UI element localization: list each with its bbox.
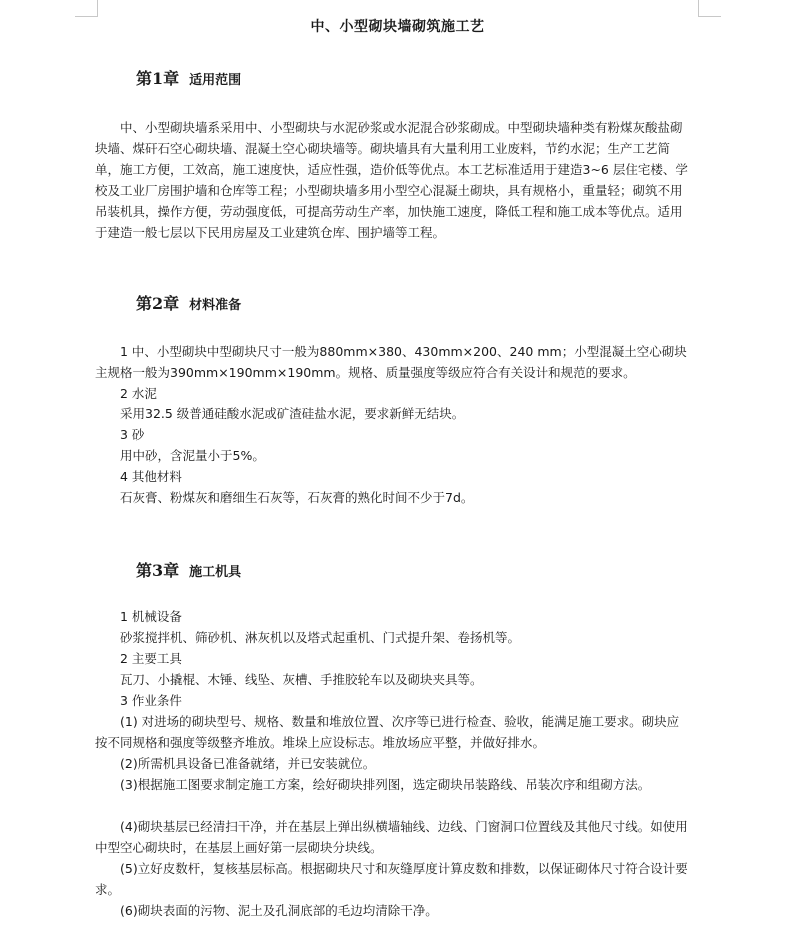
- chapter-3-item-7: (2)所需机具设备已准备就绪，并已安装就位。: [120, 756, 376, 771]
- chapter-2-item-7: 石灰膏、粉煤灰和磨细生石灰等，石灰膏的熟化时间不少于7d。: [120, 490, 474, 505]
- chapter-2-item-6: 4 其他材料: [120, 469, 182, 484]
- chapter-2-heading: [136, 291, 241, 314]
- chapter-3-item-5: 3 作业条件: [120, 693, 182, 708]
- chapter-1-number: 第1章: [136, 69, 180, 88]
- chapter-2-item-4: 3 砂: [120, 427, 145, 442]
- chapter-3-name: 施工机具: [189, 565, 242, 580]
- chapter-3-item-9: (4)砌块基层已经清扫干净，并在基层上弹出纵横墙轴线、边线、门窗洞口位置线及其他尺寸线。如使用中型空心砌块时，在基层上画好第一层砌块分块线。: [95, 819, 688, 855]
- chapter-1-heading: [136, 66, 241, 89]
- chapter-2-item-1: 1 中、小型砌块中型砌块尺寸一般为880mm×380、430mm×200、240 mm；小型混凝土空心砌块主规格一般为390mm×190mm×190mm。规格、质量强度等级应符合有关设计和规范的要求。: [95, 344, 687, 380]
- chapter-3-item-4: 瓦刀、小撬棍、木锤、线坠、灰槽、手推胶轮车以及砌块夹具等。: [120, 672, 483, 687]
- document-title: 中、小型砌块墙砌筑施工艺: [310, 19, 485, 35]
- chapter-3-item-3: 2 主要工具: [120, 651, 182, 666]
- chapter-2-item-5: 用中砂，含泥量小于5%。: [120, 448, 265, 463]
- page-corner-mark-right: [698, 0, 721, 17]
- page-corner-mark-left: [75, 0, 98, 17]
- chapter-3-item-2: 砂浆搅拌机、筛砂机、淋灰机以及塔式起重机、门式提升架、卷扬机等。: [120, 630, 521, 645]
- chapter-3-item-11: (6)砌块表面的污物、泥土及孔洞底部的毛边均清除干净。: [120, 903, 438, 918]
- chapter-2-item-3: 采用32.5 级普通硅酸水泥或矿渣硅盐水泥，要求新鲜无结块。: [120, 406, 465, 421]
- chapter-2-item-2: 2 水泥: [120, 386, 157, 401]
- chapter-3-item-10: (5)立好皮数杆，复核基层标高。根据砌块尺寸和灰缝厚度计算皮数和排数，以保证砌体尺寸符合设计要求。: [95, 861, 688, 897]
- chapter-3-item-8: (3)根据施工图要求制定施工方案，绘好砌块排列图，选定砌块吊装路线、吊装次序和组砌方法。: [120, 777, 651, 792]
- chapter-1-name: 适用范围: [189, 73, 242, 88]
- chapter-3-heading: [136, 558, 241, 581]
- chapter-3-item-6: (1) 对进场的砌块型号、规格、数量和堆放位置、次序等已进行检查、验收，能满足施工要求。砌块应按不同规格和强度等级整齐堆放。堆垛上应设标志。堆放场应平整，并做好排水。: [95, 714, 680, 750]
- chapter-1-paragraph: 中、小型砌块墙系采用中、小型砌块与水泥砂浆或水泥混合砂浆砌成。中型砌块墙种类有粉煤灰酸盐砌块墙、煤矸石空心砌块墙、混凝土空心砌块墙等。砌块墙具有大量利用工业废料，节约水泥；生产工艺简单，施工方便，工效高，施工速度快，适应性强，造价低等优点。本工艺标准适用于建造3~6 层住宅楼、学校及工业厂房围护墙和仓库等工程；小型砌块墙多用小型空心混凝土砌块，具有规格小，重量轻；砌筑不用吊装机具，操作方便，劳动强度低，可提高劳动生产率，加快施工速度，降低工程和施工成本等优点。适用于建造一般七层以下民用房屋及工业建筑仓库、围护墙等工程。: [95, 120, 688, 240]
- chapter-2-number: 第2章: [136, 294, 180, 313]
- chapter-3-item-1: 1 机械设备: [120, 609, 182, 624]
- chapter-2-name: 材料准备: [189, 298, 242, 313]
- chapter-3-number: 第3章: [136, 561, 180, 580]
